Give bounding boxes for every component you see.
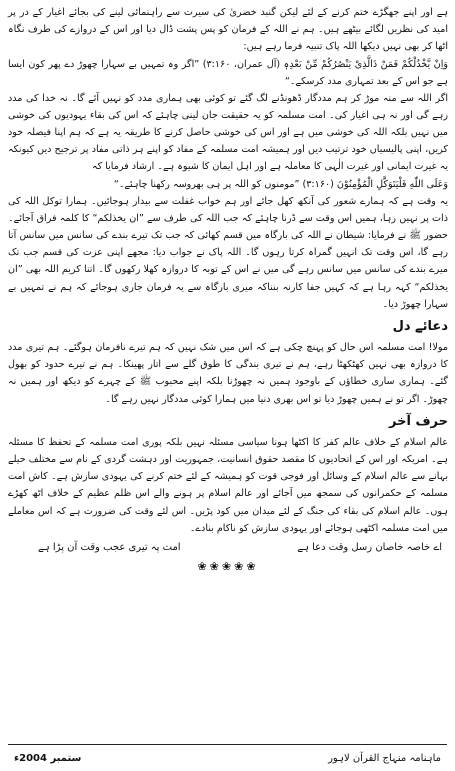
paragraph-1: ہے اور اپنے جھگڑے ختم کرنے کے لئے لیکن گنبد خضریٰ کی سیرت سے راہنمائی لینے کی بجائے اغیار کے در پر امید کی نظریں لگائے بیٹھے ہیں۔ ہم نے اللہ کے فرمان کو پس پشت ڈال دیا اور اس کے دروازے کی طرف نگاہ اٹھا کر بھی نہیں دیکھا اللہ پاک تنبیہ فرما رہے ہیں: [8, 7, 448, 53]
quran-verse-2: وَعَلَى اللّٰهِ فَلْيَتَوَكَّلِ الْمُؤْمِنُوْنَ (۳:۱۶۰) ”مومنوں کو اللہ پر ہی بھروسہ رکھنا چاہئے۔“ [113, 178, 448, 190]
article-page [8, 4, 448, 746]
paragraph-2: اگر اللہ سے منہ موڑ کر ہم مددگار ڈھونڈنے لگ گئے تو کوئی بھی ہماری مدد کو نہیں آئے گا۔ نہ خدا کی مدد رہے گی اور نہ ہی اغیار کی۔ امت مسلمہ کو یہ حقیقت جان لینی چاہئے کہ اس کی بقاء یہودیوں کی خوشی میں نہیں بلکہ اللہ کی خوشی میں ہے اور اس کی خوشی حاصل کرنے کا طریقہ یہ ہے کہ ہم اپنا فیصلہ خود کریں، اپنی پالیسیاں خود ترتیب دیں اور ہمیشہ امت مسلمہ کے مفاد کو اپنے ہر ذاتی مفاد پر ترجیح دیں کیونکہ یہ غیرت ایمانی اور غیرت الٰہی کا معاملہ ہے اور اہل ایمان کا شیوہ ہے۔ ارشاد فرمایا کہ [8, 92, 448, 173]
poetry-couplet [38, 539, 442, 557]
footer-divider [8, 744, 447, 745]
flower-ornament-divider: ❀❀❀❀❀ [197, 560, 259, 574]
section-heading-conclusion: حرف آخر [389, 413, 448, 429]
couplet-second-line: امت پہ تیری عجب وقت آن پڑا ہے [38, 542, 181, 554]
page-footer [14, 749, 441, 767]
section-heading-dua: دعائے دل [392, 319, 448, 335]
paragraph-3: یہ وقت ہے کہ ہمارے شعور کی آنکھ کھل جائے اور ہم خواب غفلت سے بیدار ہوجائیں۔ ہمارا توکل اللہ کی ذات پر نہیں رہا، ہمیں اس وقت سے ڈرنا چاہئے کہ جب اللہ کی طرف سے ”ان یخذلکم“ کا کلمہ فراق آجائے۔ حضور ﷺ نے فرمایا: شیطان نے اللہ کی بارگاہ میں قسم کھائی کہ جب تک تیرے بندے کی سانس میں سانس آتا رہے گا، اس وقت تک انہیں گمراہ کرتا رہوں گا۔ اللہ پاک نے جواب دیا: مجھے اپنی عزت کی قسم جب تک میرے بندے کی سانس میں سانس رہے گی میں نے اس کے توبہ کا دروازہ کھلا رکھوں گا۔ اتنا کریم اللہ بھی ”ان یخذلکم“ کہہ رہا ہے کہ کہیں جفا کارنہ بنناکہ میری بارگاہ سے یہ فرمان جاری ہوجائے کہ ہم نے تمہیں بے سہارا چھوڑ دیا۔ [8, 195, 448, 310]
quran-verse-1: وَاِنْ یَّخْذُلْکُمْ فَمَنْ ذَالَّذِیْ یَنْصُرُکُمْ مِّنْ بَعْدِہٖ (آل عمران، ۳:۱۶۰) ”اگر وہ تمہیں بے سہارا چھوڑ دے پھر کون ایسا ہے جو اس کے بعد تمہاری مدد کرسکے۔“ [8, 58, 448, 87]
paragraph-4: مولا! امت مسلمہ اس حال کو پہنچ چکی ہے کہ اس میں شک نہیں کہ ہم تیرے نافرمان ہوگئے۔ ہم تیری مدد کا دروازہ بھی نہیں کھٹکھٹا رہے، ہم نے تیری بندگی کا طوق گلے سے اتار پھینکا۔ ہم نے تیرے حدود کو بھول گئے۔ ہماری ساری خطاؤں کے باوجود ہمیں نہ چھوڑنا بلکہ اپنے محبوب ﷺ کے چہرے کو دیکھ اور ہمیں نہ چھوڑ۔ اگر تو نے ہمیں چھوڑ دیا تو اس بھری دنیا میں ہمارا کوئی مددگار نہیں رہے گا۔ [8, 342, 448, 405]
couplet-first-line: اے خاصہ خاصان رسل وقت دعا ہے [297, 542, 442, 554]
issue-date: ستمبر 2004ء [14, 752, 82, 764]
magazine-name: ماہنامہ منہاج القرآن لاہور [328, 752, 441, 764]
paragraph-5: عالم اسلام کے خلاف عالم کفر کا اکٹھا ہونا سیاسی مسئلہ نہیں بلکہ پوری امت مسلمہ کے تحفظ کا مسئلہ ہے۔ امریکہ اور اس کے اتحادیوں کا مقصد حقوق انسانیت، جمہوریت اور دہشت گردی کے نام سے مختلف حیلے بہانے سے عالم اسلام کے وسائل اور فوجی قوت کو ہمیشہ کے لئے ختم کرنے کی یہودی سازش ہے۔ کاش امت مسلمہ کے حکمرانوں کی سمجھ میں آجائے اور عالم اسلام پر ہونے والے اس ظلم عظیم کے خلاف اٹھ کھڑے ہوں۔ عالم اسلام کی بقاء کی جنگ کے لئے میدان میں کود پڑیں۔ اس لئے وقت کی ضرورت ہے کہ اس معاملے میں امت مسلمہ اکٹھی ہوجائے اور یہودی سازش کو ناکام بنادے۔ [8, 436, 448, 534]
